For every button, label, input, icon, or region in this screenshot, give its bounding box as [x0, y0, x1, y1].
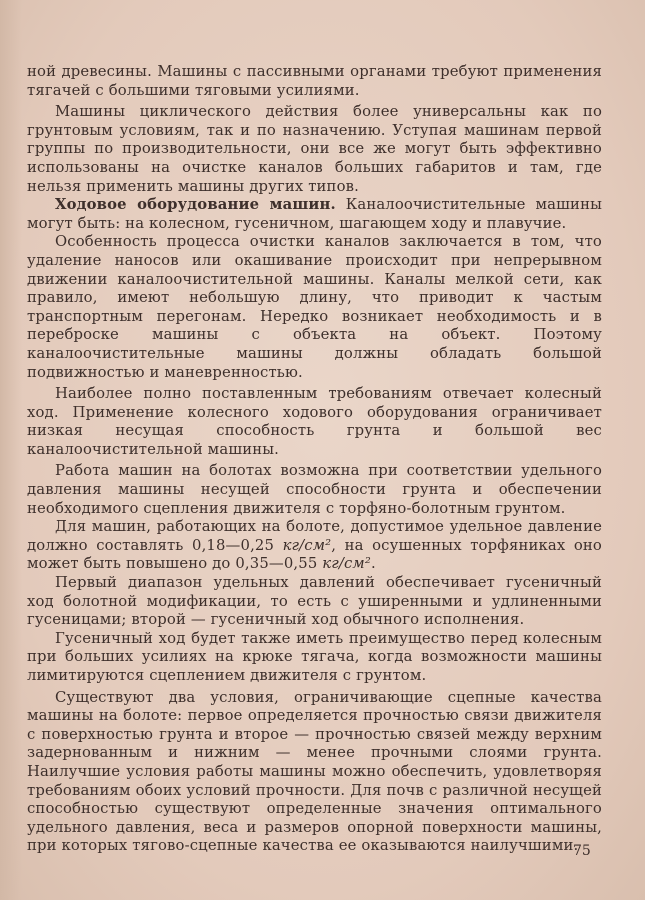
paragraph-cyclic-machines: Машины циклического действия более универсальны как по грунтовым условиям, так и по назначению. Уступая машинам первой группы по производительности, они все же могут быть эффективно использованы на очистке каналов больших габаритов и там, где нельзя применить машины других типов. — [27, 103, 602, 195]
paragraph-running-gear: Ходовое оборудование машин. Каналоочистительные машины могут быть: на колесном, гусеничном, шагающем ходу и плавучие. — [27, 196, 603, 232]
paragraph-traction-conditions: Существуют два условия, ограничивающие сцепные качества машины на болоте: первое определяется прочностью связи движителя с поверхностью грунта и второе — прочностью связей между верхним задернованным и нижним — менее прочными слоями грунта. Наилучшие условия работы машины можно обеспечить, удовлетворяя требованиям обоих условий прочности. Для почв с различной несущей способностью существуют определенные значения оптимального удельного давления, веса и размеров опорной поверхности машины, при которых тягово-сцепные качества ее оказываются наилучшими. — [27, 688, 602, 855]
page-binding-shadow — [0, 0, 22, 900]
paragraph-specific-pressure: Для машин, работающих на болоте, допустимое удельное давление должно составлять 0,18—0,25 кг/см², на осушенных торфяниках оно может быть повышено до 0,35—0,55 кг/см². — [27, 518, 602, 573]
paragraph-wheeled-drive: Наиболее полно поставленным требованиям отвечает колесный ход. Применение колесного ходового оборудования ограничивает низкая несущая способность грунта и большой вес каналоочистительной машины. — [27, 385, 602, 458]
paragraph-pressure-ranges: Первый диапазон удельных давлений обеспечивает гусеничный ход болотной модификации, то есть с уширенными и удлиненными гусеницами; второй — гусеничный ход обычного исполнения. — [27, 574, 602, 629]
paragraph-continuation: ной древесины. Машины с пассивными органами требуют применения тягачей с большими тяговыми усилиями. — [27, 63, 602, 99]
paragraph-swamp-work: Работа машин на болотах возможна при соответствии удельного давления машины несущей способности грунта и обеспечении необходимого сцепления движителя с торфяно-болотным грунтом. — [27, 462, 602, 517]
paragraph-tracked-advantage: Гусеничный ход будет также иметь преимущество перед колесным при больших усилиях на крюке тягача, когда возможности машины лимитируются сцеплением движителя с грунтом. — [27, 629, 602, 684]
body-text — [27, 63, 602, 856]
paragraph-process-features: Особенность процесса очистки каналов заключается в том, что удаление наносов или окашивание происходит при непрерывном движении каналоочистительной машины. Каналы мелкой сети, как правило, имеют небольшую длину, что приводит к частым транспортным перегонам. Нередко возникает необходимость и в переброске машины с объекта на объект. Поэтому каналоочистительные машины должны обладать большой подвижностью и маневренностью. — [27, 233, 602, 381]
section-heading: Ходовое оборудование машин. — [55, 196, 336, 214]
page-number: 75 — [573, 843, 591, 859]
